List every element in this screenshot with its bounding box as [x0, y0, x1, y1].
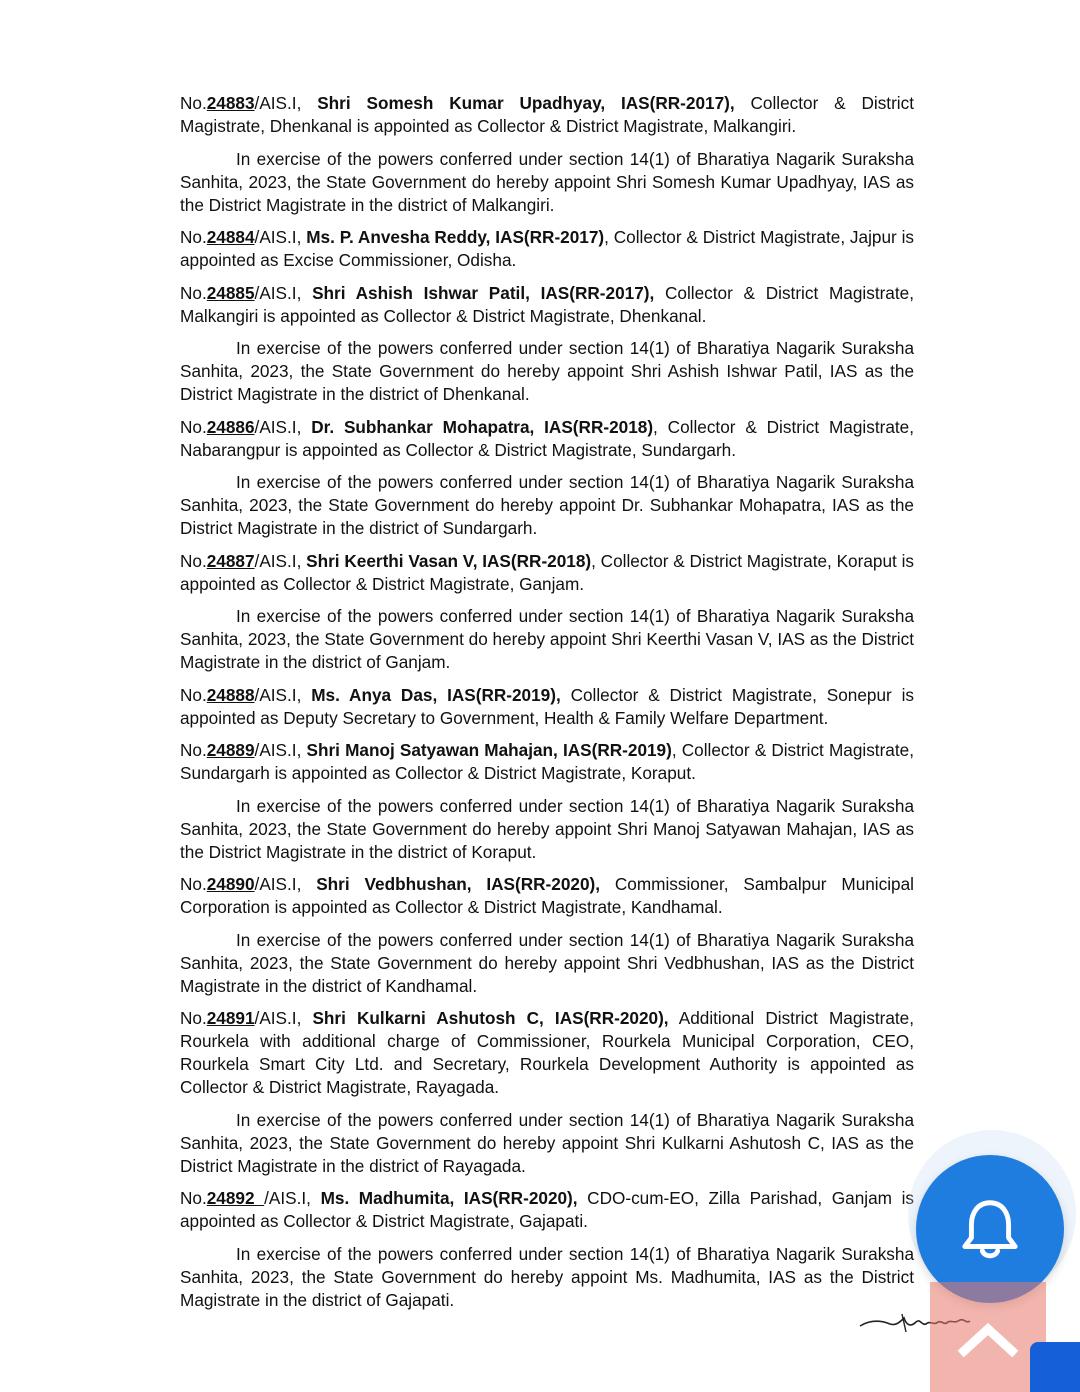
- corner-action-button[interactable]: [1030, 1342, 1080, 1392]
- officer-name: Ms. P. Anvesha Reddy, IAS(RR-2017): [306, 227, 605, 247]
- magistrate-paragraph: In exercise of the powers conferred under section 14(1) of Bharatiya Nagarik Suraksha Sanhita, 2023, the State Government do hereby appoint Dr. Subhankar Mohapatra, IAS as the District Magistrate in the district of Sundargarh.: [180, 472, 914, 538]
- order-prefix: No.: [180, 684, 207, 705]
- order-details: Collector & District Magistrate, Dhenkanal is appointed as Collector & District Magistrate, Malkangiri.: [180, 93, 914, 136]
- order-details: , Collector & District Magistrate, Koraput is appointed as Collector & District Magistrate, Ganjam.: [180, 550, 914, 594]
- order-paragraph: [180, 873, 914, 919]
- order-paragraph: [180, 684, 914, 730]
- order-section: /AIS.I,: [254, 227, 307, 247]
- order-section: /AIS.I,: [254, 874, 317, 894]
- officer-name: Shri Manoj Satyawan Mahajan, IAS(RR-2019): [306, 740, 672, 760]
- order-details: CDO-cum-EO, Zilla Parishad, Ganjam is appointed as Collector & District Magistrate, Gajapati.: [180, 1188, 914, 1231]
- order-number: 24890: [206, 874, 255, 894]
- order-details: Collector & District Magistrate, Malkangiri is appointed as Collector & District Magistrate, Dhenkanal.: [180, 282, 914, 326]
- order-details: , Collector & District Magistrate, Nabarangpur is appointed as Collector & District Magistrate, Sundargarh.: [180, 416, 914, 460]
- scroll-to-top-button[interactable]: [930, 1282, 1046, 1392]
- order-number: 24885: [206, 282, 255, 303]
- order-paragraph: [180, 92, 914, 138]
- order-paragraph: [180, 1007, 914, 1099]
- officer-name: Ms. Anya Das, IAS(RR-2019),: [311, 684, 561, 705]
- bell-icon: [955, 1194, 1025, 1264]
- order-prefix: No.: [180, 1188, 207, 1208]
- order-prefix: No.: [180, 227, 207, 247]
- order-section: /AIS.I,: [254, 740, 307, 760]
- order-number: 24887: [206, 550, 255, 571]
- order-prefix: No.: [180, 1008, 207, 1028]
- order-paragraph: [180, 282, 914, 328]
- officer-name: Shri Ashish Ishwar Patil, IAS(RR-2017),: [312, 282, 655, 303]
- order-prefix: No.: [180, 282, 207, 303]
- order-prefix: No.: [180, 740, 207, 760]
- order-number: 24883: [206, 93, 255, 113]
- order-details: Collector & District Magistrate, Sonepur is appointed as Deputy Secretary to Government, Health & Family Welfare Department.: [180, 684, 914, 728]
- document-body: [180, 92, 914, 1321]
- order-prefix: No.: [180, 416, 207, 437]
- officer-name: Shri Kulkarni Ashutosh C, IAS(RR-2020),: [312, 1008, 669, 1028]
- order-number: 24891: [206, 1008, 255, 1028]
- order-paragraph: [180, 550, 914, 596]
- order-details: Commissioner, Sambalpur Municipal Corporation is appointed as Collector & District Magistrate, Kandhamal.: [180, 874, 914, 917]
- magistrate-paragraph: In exercise of the powers conferred under section 14(1) of Bharatiya Nagarik Suraksha Sanhita, 2023, the State Government do hereby appoint Shri Kulkarni Ashutosh C, IAS as the District Magistrate in the district of Rayagada.: [180, 1109, 914, 1176]
- order-details: , Collector & District Magistrate, Sundargarh is appointed as Collector & District Magistrate, Koraput.: [180, 740, 914, 783]
- order-section: /AIS.I,: [254, 282, 313, 303]
- order-prefix: No.: [180, 874, 207, 894]
- magistrate-paragraph: In exercise of the powers conferred under section 14(1) of Bharatiya Nagarik Suraksha Sanhita, 2023, the State Government do hereby appoint Ms. Madhumita, IAS as the District Magistrate in the district of Gajapati.: [180, 1243, 914, 1310]
- order-details: Additional District Magistrate, Rourkela with additional charge of Commissioner, Rourkela Municipal Corporation, CEO, Rourkela Smart City Ltd. and Secretary, Rourkela Development Authority is appointed as Collector & District Magistrate, Rayagada.: [180, 1008, 914, 1097]
- order-paragraph: [180, 416, 914, 462]
- order-prefix: No.: [180, 550, 207, 571]
- notification-bell-button[interactable]: [916, 1155, 1064, 1303]
- order-paragraph: [180, 1187, 914, 1233]
- chevron-up-icon: [956, 1317, 1020, 1357]
- magistrate-paragraph: In exercise of the powers conferred under section 14(1) of Bharatiya Nagarik Suraksha Sanhita, 2023, the State Government do hereby appoint Shri Keerthi Vasan V, IAS as the District Magistrate in the district of Ganjam.: [180, 606, 914, 672]
- magistrate-paragraph: In exercise of the powers conferred under section 14(1) of Bharatiya Nagarik Suraksha Sanhita, 2023, the State Government do hereby appoint Shri Vedbhushan, IAS as the District Magistrate in the district of Kandhamal.: [180, 929, 914, 996]
- order-section: /AIS.I,: [254, 684, 312, 705]
- magistrate-paragraph: In exercise of the powers conferred under section 14(1) of Bharatiya Nagarik Suraksha Sanhita, 2023, the State Government do hereby appoint Shri Ashish Ishwar Patil, IAS as the District Magistrate in the district of Dhenkanal.: [180, 338, 914, 404]
- order-number: 24892: [206, 1188, 265, 1208]
- magistrate-paragraph: In exercise of the powers conferred under section 14(1) of Bharatiya Nagarik Suraksha Sanhita, 2023, the State Government do hereby appoint Shri Somesh Kumar Upadhyay, IAS as the District Magistrate in the district of Malkangiri.: [180, 148, 914, 215]
- officer-name: Shri Vedbhushan, IAS(RR-2020),: [316, 874, 600, 894]
- order-prefix: No.: [180, 93, 207, 113]
- order-section: /AIS.I,: [254, 1008, 313, 1028]
- order-paragraph: [180, 739, 914, 785]
- order-section: /AIS.I,: [254, 93, 318, 113]
- order-section: /AIS.I,: [254, 416, 312, 437]
- order-number: 24884: [206, 227, 255, 247]
- magistrate-paragraph: In exercise of the powers conferred under section 14(1) of Bharatiya Nagarik Suraksha Sanhita, 2023, the State Government do hereby appoint Shri Manoj Satyawan Mahajan, IAS as the District Magistrate in the district of Koraput.: [180, 795, 914, 862]
- order-paragraph: [180, 226, 914, 272]
- officer-name: Ms. Madhumita, IAS(RR-2020),: [320, 1188, 578, 1208]
- officer-name: Shri Keerthi Vasan V, IAS(RR-2018): [306, 550, 592, 571]
- order-number: 24886: [206, 416, 255, 437]
- officer-name: Shri Somesh Kumar Upadhyay, IAS(RR-2017),: [317, 93, 735, 113]
- officer-name: Dr. Subhankar Mohapatra, IAS(RR-2018): [311, 416, 654, 437]
- order-number: 24889: [206, 740, 255, 760]
- order-details: , Collector & District Magistrate, Jajpur is appointed as Excise Commissioner, Odisha.: [180, 227, 914, 270]
- order-number: 24888: [206, 684, 255, 705]
- order-section: /AIS.I,: [264, 1188, 321, 1208]
- order-section: /AIS.I,: [254, 550, 307, 571]
